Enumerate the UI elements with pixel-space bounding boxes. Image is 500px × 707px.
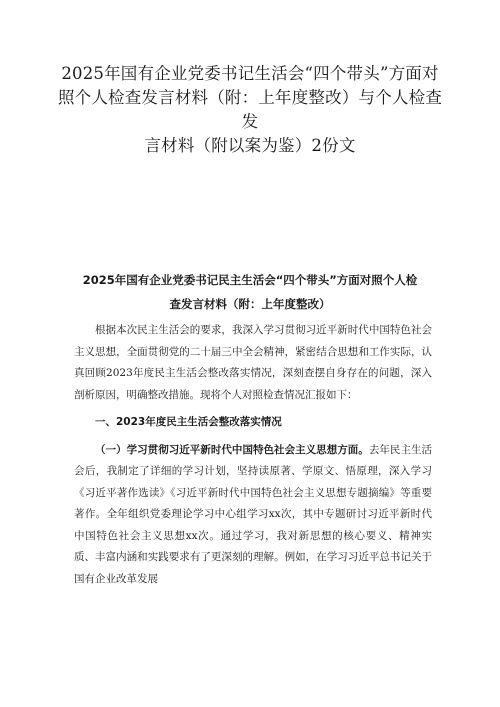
document-heading xyxy=(60,268,440,316)
item-text: 去年民主生活会后，我制定了详细的学习计划，坚持读原著、学原文、悟原理，深入学习《习近平著作选读》《习近平新时代中国特色社会主义思想专题摘编》等重要著作。全年组织党委理论学习中心组学习xx次，其中专题研讨习近平新时代中国特色社会主义思想xx次。通过学习，我对新思想的核心要义、精神实质、丰富内涵和实践要求有了更深刻的理解。例如，在学习习近平总书记关于国有企业改革发展 xyxy=(74,443,433,585)
item-paragraph xyxy=(74,440,432,591)
cover-title-line: 照个人检查发言材料（附：上年度整改）与个人检查 xyxy=(57,88,443,107)
intro-paragraph: 根据本次民主生活会的要求，我深入学习贯彻习近平新时代中国特色社会主义思想，全面贯彻党的二十届三中全会精神，紧密结合思想和工作实际，认真回顾2023年度民主生活会整改落实情况，深刻查摆自身存在的问题，深入剖析原因，明确整改措施。现将个人对照检查情况汇报如下： xyxy=(74,324,432,401)
cover-title-line: 发 xyxy=(241,112,259,131)
cover-title xyxy=(40,62,460,158)
cover-title-line: 言材料（附以案为鉴）2份文 xyxy=(144,136,356,155)
cover-title-line: 2025年国有企业党委书记生活会“四个带头”方面对 xyxy=(61,64,439,83)
document-heading-line: 查发言材料（附：上年度整改） xyxy=(169,297,331,311)
item-lead: （一）学习贯彻习近平新时代中国特色社会主义思想方面。 xyxy=(95,443,369,456)
document-body xyxy=(74,320,432,590)
document-heading-line: 2025年国有企业党委书记民主生活会“四个带头”方面对照个人检 xyxy=(82,273,418,287)
section-heading: 一、2023年度民主生活会整改落实情况 xyxy=(95,416,282,428)
